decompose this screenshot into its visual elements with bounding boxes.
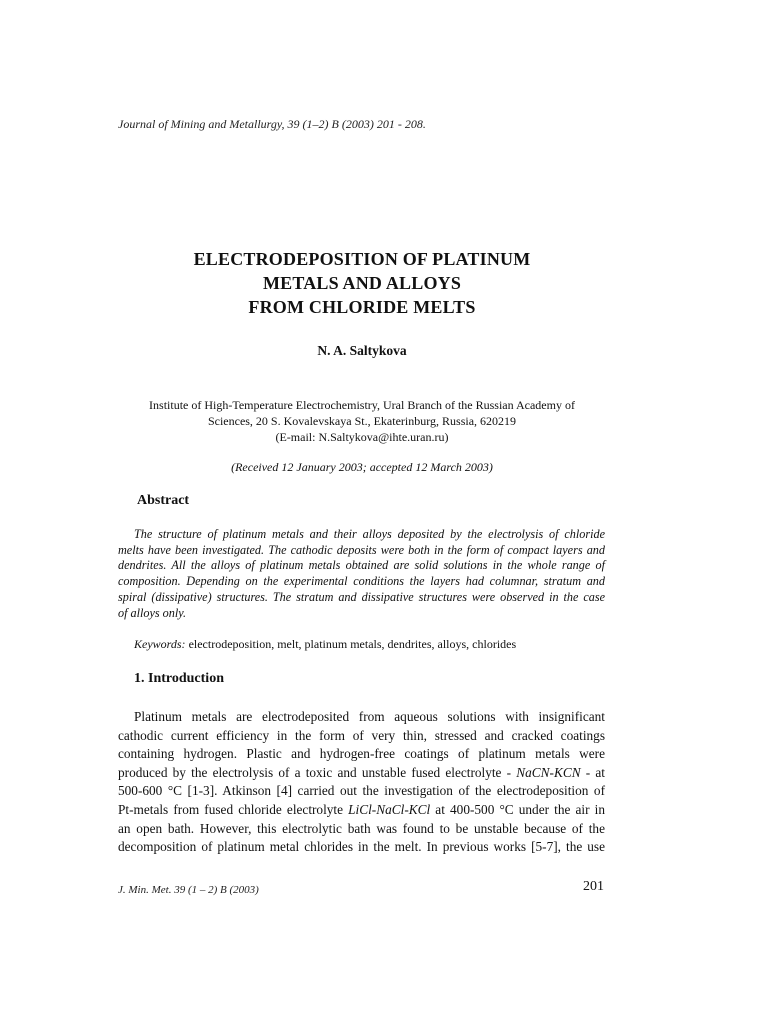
abstract-line: composition. Depending on the experimental conditions the layers had columnar, stratum and [118, 574, 605, 589]
abstract-body [118, 527, 605, 621]
abstract-heading: Abstract [137, 493, 190, 508]
body-line: containing hydrogen. Plastic and hydrogen-free coatings of platinum metals were [118, 746, 605, 762]
section-heading-introduction: 1. Introduction [134, 671, 224, 686]
abstract-line: of alloys only. [118, 605, 187, 620]
author-name: N. A. Saltykova [317, 343, 407, 358]
abstract-line: The structure of platinum metals and their alloys deposited by the electrolysis of chloride [134, 527, 605, 541]
author-affiliation [118, 397, 606, 445]
title-line: ELECTRODEPOSITION OF PLATINUM [193, 249, 531, 269]
affiliation-email: (E-mail: N.Saltykova@ihte.uran.ru) [275, 430, 449, 444]
footer-journal: J. Min. Met. 39 (1 – 2) B (2003) [118, 884, 259, 896]
abstract-line: dendrites. All the alloys of platinum metals obtained are solid solutions in the whole range of [118, 558, 605, 573]
body-line: Platinum metals are electrodeposited from aqueous solutions with insignificant [134, 709, 605, 724]
affiliation-line: Institute of High-Temperature Electrochemistry, Ural Branch of the Russian Academy of [149, 398, 575, 412]
body-line: produced by the electrolysis of a toxic and unstable fused electrolyte - NaCN-KCN - at [118, 764, 605, 780]
journal-citation: Journal of Mining and Metallurgy, 39 (1–2) B (2003) 201 - 208. [118, 117, 426, 131]
keywords-label: Keywords: [134, 637, 186, 651]
paper-title [118, 247, 606, 319]
body-line: decomposition of platinum metal chlorides in the melt. In previous works [5-7], the use [118, 839, 605, 855]
introduction-body [118, 708, 605, 857]
affiliation-line: Sciences, 20 S. Kovalevskaya St., Ekaterinburg, Russia, 620219 [207, 414, 517, 428]
body-line: an open bath. However, this electrolytic bath was found to be unstable because of the [118, 820, 605, 836]
abstract-line: melts have been investigated. The cathodic deposits were both in the form of compact layers and [118, 542, 605, 557]
body-line: 500-600 °C [1-3]. Atkinson [4] carried out the investigation of the electrodeposition of [118, 783, 605, 799]
chemical-formula: NaCN-KCN [516, 764, 581, 780]
body-line: Pt-metals from fused chloride electrolyte LiCl-NaCl-KCl at 400-500 °C under the air in [118, 801, 606, 817]
body-line: cathodic current efficiency in the form of very thin, stressed and cracked coatings [118, 727, 605, 743]
abstract-line: spiral (dissipative) structures. The stratum and dissipative structures were observed in the case [118, 589, 605, 604]
keywords-list: electrodeposition, melt, platinum metals, dendrites, alloys, chlorides [185, 637, 517, 651]
keywords [134, 637, 516, 652]
chemical-formula: LiCl-NaCl-KCl [348, 801, 431, 817]
received-dates: (Received 12 January 2003; accepted 12 March 2003) [231, 460, 493, 474]
title-line: METALS AND ALLOYS [262, 273, 462, 293]
title-line: FROM CHLORIDE MELTS [248, 297, 476, 317]
page-number: 201 [583, 879, 604, 894]
